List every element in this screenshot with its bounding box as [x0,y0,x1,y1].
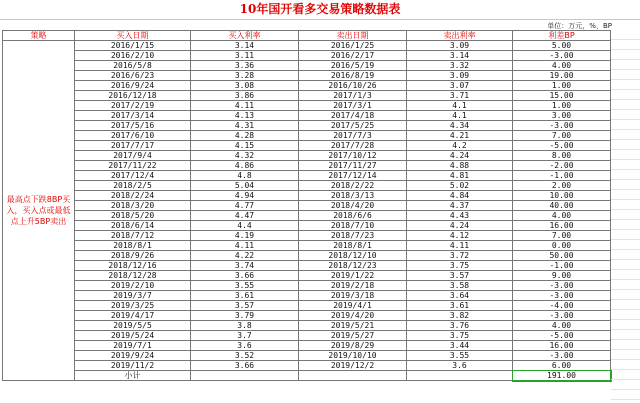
table-row [3,51,611,61]
buy-date-cell[interactable]: 2019/5/24 [75,331,191,341]
buy-rate-cell[interactable]: 3.6 [191,341,299,351]
buy-date-cell[interactable]: 2019/9/24 [75,351,191,361]
sell-rate-cell[interactable]: 4.34 [407,121,513,131]
spread-bp-cell[interactable]: 15.00 [513,91,611,101]
sell-date-cell[interactable]: 2019/5/27 [299,331,407,341]
table-row [3,41,611,51]
spread-bp-cell[interactable]: 40.00 [513,201,611,211]
header-sell-rate[interactable]: 卖出利率 [407,31,513,41]
table-row [3,221,611,231]
spread-bp-cell[interactable]: -5.00 [513,141,611,151]
table-row [3,201,611,211]
sell-rate-cell[interactable]: 4.24 [407,221,513,231]
spread-bp-cell[interactable]: -3.00 [513,351,611,361]
buy-date-cell[interactable]: 2019/7/1 [75,341,191,351]
buy-rate-cell[interactable]: 4.94 [191,191,299,201]
table-row [3,241,611,251]
sell-date-cell[interactable]: 2017/3/1 [299,101,407,111]
buy-rate-cell[interactable]: 4.31 [191,121,299,131]
table-row [3,121,611,131]
buy-date-cell[interactable]: 2018/3/20 [75,201,191,211]
buy-rate-cell[interactable]: 4.77 [191,201,299,211]
sell-rate-cell[interactable]: 4.21 [407,131,513,141]
spread-bp-cell[interactable]: 1.00 [513,101,611,111]
buy-rate-cell[interactable]: 4.11 [191,241,299,251]
buy-date-cell[interactable]: 2017/2/19 [75,101,191,111]
table-row [3,71,611,81]
table-row [3,351,611,361]
spread-bp-cell[interactable]: -3.00 [513,311,611,321]
buy-date-cell[interactable]: 2019/4/17 [75,311,191,321]
buy-date-cell[interactable]: 2016/1/15 [75,41,191,51]
spread-bp-cell[interactable]: -3.00 [513,291,611,301]
buy-date-cell[interactable]: 2017/3/14 [75,111,191,121]
buy-date-cell[interactable]: 2016/12/18 [75,91,191,101]
sell-rate-cell[interactable]: 4.84 [407,191,513,201]
spread-bp-cell[interactable]: -3.00 [513,121,611,131]
sell-date-cell[interactable]: 2016/8/19 [299,71,407,81]
sell-date-cell[interactable]: 2016/2/17 [299,51,407,61]
sell-rate-cell[interactable]: 4.1 [407,111,513,121]
sell-rate-cell[interactable]: 5.02 [407,181,513,191]
sell-rate-cell[interactable]: 3.72 [407,251,513,261]
empty-grid-area [611,30,640,403]
empty-cell[interactable] [299,371,407,381]
sell-date-cell[interactable]: 2019/3/18 [299,291,407,301]
buy-date-cell[interactable]: 2017/9/4 [75,151,191,161]
sell-rate-cell[interactable]: 3.58 [407,281,513,291]
buy-date-cell[interactable]: 2019/2/10 [75,281,191,291]
spread-bp-cell[interactable]: -5.00 [513,331,611,341]
sell-date-cell[interactable]: 2018/3/13 [299,191,407,201]
spread-bp-cell[interactable]: 9.00 [513,271,611,281]
spread-bp-cell[interactable]: 19.00 [513,71,611,81]
table-row [3,81,611,91]
buy-rate-cell[interactable]: 3.66 [191,361,299,371]
spread-bp-cell[interactable]: 1.00 [513,81,611,91]
sell-rate-cell[interactable]: 4.88 [407,161,513,171]
empty-cell[interactable] [191,371,299,381]
table-row [3,91,611,101]
sell-date-cell[interactable]: 2017/11/27 [299,161,407,171]
spread-bp-cell[interactable]: 16.00 [513,221,611,231]
sell-rate-cell[interactable]: 3.14 [407,51,513,61]
buy-date-cell[interactable]: 2018/12/16 [75,261,191,271]
buy-rate-cell[interactable]: 3.11 [191,51,299,61]
sell-date-cell[interactable]: 2018/6/6 [299,211,407,221]
spread-bp-cell[interactable]: -1.00 [513,171,611,181]
sell-date-cell[interactable]: 2017/7/28 [299,141,407,151]
sell-date-cell[interactable]: 2019/12/2 [299,361,407,371]
table-row [3,321,611,331]
table-row [3,141,611,151]
spread-bp-cell[interactable]: 3.00 [513,111,611,121]
spread-bp-cell[interactable]: 2.00 [513,181,611,191]
sell-date-cell[interactable]: 2019/8/29 [299,341,407,351]
table-row [3,151,611,161]
buy-rate-cell[interactable]: 4.4 [191,221,299,231]
buy-date-cell[interactable]: 2016/2/10 [75,51,191,61]
sell-rate-cell[interactable]: 3.64 [407,291,513,301]
buy-rate-cell[interactable]: 3.08 [191,81,299,91]
buy-date-cell[interactable]: 2018/7/12 [75,231,191,241]
buy-rate-cell[interactable]: 4.15 [191,141,299,151]
buy-rate-cell[interactable]: 3.14 [191,41,299,51]
sell-date-cell[interactable]: 2017/12/14 [299,171,407,181]
spread-bp-cell[interactable]: 6.00 [513,361,611,371]
sell-rate-cell[interactable]: 4.43 [407,211,513,221]
spread-bp-cell[interactable]: 7.00 [513,231,611,241]
table-row [3,341,611,351]
buy-rate-cell[interactable]: 4.11 [191,101,299,111]
sell-date-cell[interactable]: 2018/7/23 [299,231,407,241]
buy-date-cell[interactable]: 2019/5/5 [75,321,191,331]
sell-date-cell[interactable]: 2018/4/20 [299,201,407,211]
strategy-table [2,30,611,381]
buy-date-cell[interactable]: 2018/8/1 [75,241,191,251]
header-strategy[interactable]: 策略 [3,31,75,41]
table-body [3,41,611,381]
table-row [3,301,611,311]
buy-date-cell[interactable]: 2018/6/14 [75,221,191,231]
sell-date-cell[interactable]: 2019/4/20 [299,311,407,321]
sell-date-cell[interactable]: 2018/12/10 [299,251,407,261]
spread-bp-cell[interactable]: -2.00 [513,161,611,171]
spread-bp-cell[interactable]: 10.00 [513,191,611,201]
table-row [3,281,611,291]
total-value-cell[interactable]: 191.00 [513,371,611,381]
spread-bp-cell[interactable]: 8.00 [513,151,611,161]
sell-rate-cell[interactable]: 3.09 [407,41,513,51]
table-row [3,131,611,141]
buy-rate-cell[interactable]: 3.79 [191,311,299,321]
buy-rate-cell[interactable]: 4.32 [191,151,299,161]
buy-rate-cell[interactable]: 4.47 [191,211,299,221]
total-row [3,371,611,381]
sell-date-cell[interactable]: 2016/5/19 [299,61,407,71]
sell-date-cell[interactable]: 2016/10/26 [299,81,407,91]
empty-cell[interactable] [407,371,513,381]
spread-bp-cell[interactable]: -4.00 [513,301,611,311]
sell-rate-cell[interactable]: 4.81 [407,171,513,181]
buy-date-cell[interactable]: 2018/2/5 [75,181,191,191]
table-row [3,261,611,271]
spread-bp-cell[interactable]: 16.00 [513,341,611,351]
sell-date-cell[interactable]: 2019/2/18 [299,281,407,291]
sell-date-cell[interactable]: 2017/7/3 [299,131,407,141]
table-row [3,111,611,121]
table-row [3,361,611,371]
header-buy-rate[interactable]: 买入利率 [191,31,299,41]
buy-rate-cell[interactable]: 4.19 [191,231,299,241]
buy-rate-cell[interactable]: 4.8 [191,171,299,181]
sell-rate-cell[interactable]: 4.2 [407,141,513,151]
buy-date-cell[interactable]: 2019/11/2 [75,361,191,371]
table-row [3,101,611,111]
sell-rate-cell[interactable]: 3.76 [407,321,513,331]
buy-date-cell[interactable]: 2016/6/23 [75,71,191,81]
sell-rate-cell[interactable]: 3.32 [407,61,513,71]
buy-rate-cell[interactable]: 4.86 [191,161,299,171]
buy-rate-cell[interactable]: 3.57 [191,301,299,311]
sell-date-cell[interactable]: 2018/8/1 [299,241,407,251]
buy-rate-cell[interactable]: 3.52 [191,351,299,361]
buy-date-cell[interactable]: 2018/9/26 [75,251,191,261]
total-label-cell[interactable]: 小计 [75,371,191,381]
buy-date-cell[interactable]: 2017/6/10 [75,131,191,141]
buy-rate-cell[interactable]: 3.86 [191,91,299,101]
header-spread-bp[interactable]: 利差BP [513,31,611,41]
spread-bp-cell[interactable]: 5.00 [513,41,611,51]
table-row [3,171,611,181]
sell-rate-cell[interactable]: 4.37 [407,201,513,211]
table-row [3,231,611,241]
table-row [3,61,611,71]
header-buy-date[interactable]: 买入日期 [75,31,191,41]
buy-date-cell[interactable]: 2018/2/24 [75,191,191,201]
table-row [3,181,611,191]
buy-rate-cell[interactable]: 3.66 [191,271,299,281]
unit-note: 单位：万元，%，BP [547,22,612,30]
table-row [3,161,611,171]
sell-rate-cell[interactable]: 4.12 [407,231,513,241]
sell-rate-cell[interactable]: 3.09 [407,71,513,81]
strategy-cell[interactable]: 最高点下跌8BP买入，买入点或最低点上升5BP卖出 [3,41,75,381]
buy-date-cell[interactable]: 2016/9/24 [75,81,191,91]
sell-date-cell[interactable]: 2017/10/12 [299,151,407,161]
buy-rate-cell[interactable]: 4.22 [191,251,299,261]
sell-date-cell[interactable]: 2017/4/18 [299,111,407,121]
sell-date-cell[interactable]: 2019/10/10 [299,351,407,361]
spread-bp-cell[interactable]: 0.00 [513,241,611,251]
buy-date-cell[interactable]: 2018/5/20 [75,211,191,221]
buy-rate-cell[interactable]: 3.55 [191,281,299,291]
table-row [3,251,611,261]
sell-date-cell[interactable]: 2019/4/1 [299,301,407,311]
table-row [3,211,611,221]
buy-rate-cell[interactable]: 3.74 [191,261,299,271]
sell-date-cell[interactable]: 2017/5/25 [299,121,407,131]
buy-rate-cell[interactable]: 3.36 [191,61,299,71]
sell-date-cell[interactable]: 2018/2/22 [299,181,407,191]
buy-rate-cell[interactable]: 3.61 [191,291,299,301]
sell-rate-cell[interactable]: 4.1 [407,101,513,111]
sell-rate-cell[interactable]: 3.6 [407,361,513,371]
spread-bp-cell[interactable]: -3.00 [513,281,611,291]
sell-date-cell[interactable]: 2016/1/25 [299,41,407,51]
buy-rate-cell[interactable]: 4.28 [191,131,299,141]
sell-date-cell[interactable]: 2019/5/21 [299,321,407,331]
sell-date-cell[interactable]: 2017/1/3 [299,91,407,101]
header-row [3,31,611,41]
table-row [3,291,611,301]
sell-rate-cell[interactable]: 3.61 [407,301,513,311]
buy-rate-cell[interactable]: 3.7 [191,331,299,341]
sell-date-cell[interactable]: 2019/1/22 [299,271,407,281]
spread-bp-cell[interactable]: -1.00 [513,261,611,271]
sell-rate-cell[interactable]: 3.82 [407,311,513,321]
table-row [3,331,611,341]
buy-date-cell[interactable]: 2017/5/16 [75,121,191,131]
table-row [3,271,611,281]
spread-bp-cell[interactable]: 7.00 [513,131,611,141]
buy-date-cell[interactable]: 2016/5/8 [75,61,191,71]
buy-rate-cell[interactable]: 3.28 [191,71,299,81]
table-row [3,311,611,321]
sell-rate-cell[interactable]: 4.24 [407,151,513,161]
sell-rate-cell[interactable]: 3.75 [407,261,513,271]
buy-date-cell[interactable]: 2017/11/22 [75,161,191,171]
sell-rate-cell[interactable]: 3.75 [407,331,513,341]
buy-date-cell[interactable]: 2019/3/25 [75,301,191,311]
buy-rate-cell[interactable]: 3.8 [191,321,299,331]
header-sell-date[interactable]: 卖出日期 [299,31,407,41]
sell-rate-cell[interactable]: 3.55 [407,351,513,361]
spread-bp-cell[interactable]: -3.00 [513,51,611,61]
buy-date-cell[interactable]: 2018/12/28 [75,271,191,281]
sell-rate-cell[interactable]: 3.07 [407,81,513,91]
sell-rate-cell[interactable]: 3.57 [407,271,513,281]
sell-rate-cell[interactable]: 3.44 [407,341,513,351]
buy-date-cell[interactable]: 2017/7/17 [75,141,191,151]
buy-rate-cell[interactable]: 4.13 [191,111,299,121]
sheet-title: 10年国开看多交易策略数据表 [0,0,640,20]
sell-date-cell[interactable]: 2018/12/23 [299,261,407,271]
sell-rate-cell[interactable]: 4.11 [407,241,513,251]
spread-bp-cell[interactable]: 4.00 [513,61,611,71]
sell-date-cell[interactable]: 2018/7/10 [299,221,407,231]
buy-date-cell[interactable]: 2019/3/7 [75,291,191,301]
sell-rate-cell[interactable]: 3.71 [407,91,513,101]
spread-bp-cell[interactable]: 50.00 [513,251,611,261]
spread-bp-cell[interactable]: 4.00 [513,211,611,221]
spread-bp-cell[interactable]: 4.00 [513,321,611,331]
buy-rate-cell[interactable]: 5.04 [191,181,299,191]
buy-date-cell[interactable]: 2017/12/4 [75,171,191,181]
table-row [3,191,611,201]
